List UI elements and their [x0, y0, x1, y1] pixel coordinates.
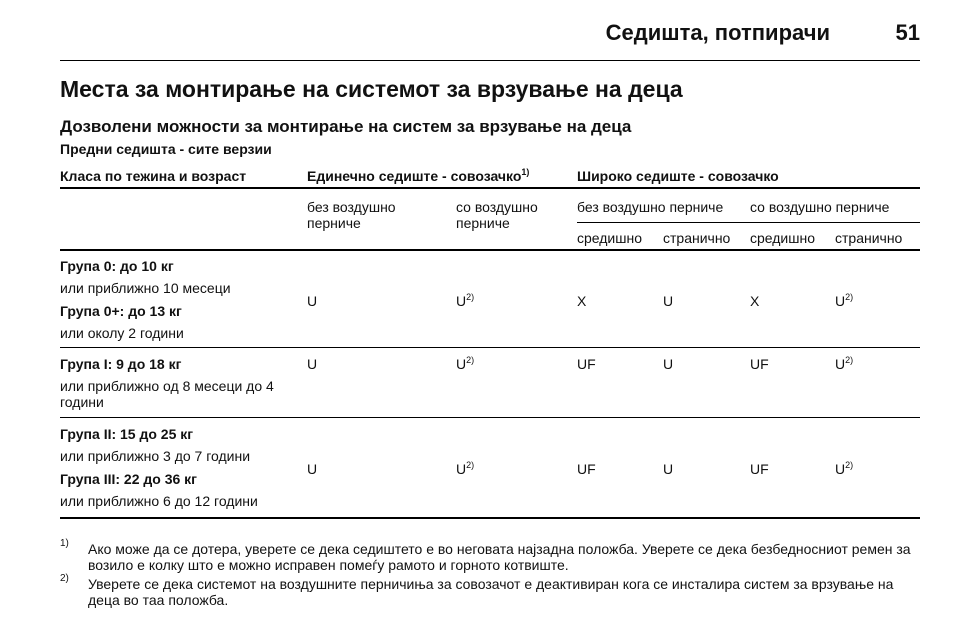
- col-header-class: Класа по тежина и возраст: [60, 168, 247, 184]
- footnote-text: Ако може да се дотера, уверете се дека седиштето е во неговата најзадна положба. Уверете се дека безбедносниот ремен за возило е колку што е можно исправен помеѓу рамото и горното котвиште.: [88, 541, 911, 573]
- table-cell: U: [307, 293, 318, 309]
- row-desc: или приближно од 8 месеци до 4 години: [60, 378, 274, 410]
- position-middle-2: средишно: [750, 230, 816, 246]
- table-cell: $U^{2)}$: [456, 355, 475, 372]
- row-desc: или приближно 3 до 7 години: [60, 448, 251, 464]
- table-cell: U: [307, 461, 318, 477]
- row-label: Група III: 22 до 36 кг: [60, 471, 197, 487]
- footnote-number: 1): [60, 538, 69, 549]
- table-cell: UF: [577, 461, 596, 477]
- position-side-2: странично: [835, 230, 903, 246]
- subheader-without-airbag: без воздушно перниче: [307, 199, 396, 231]
- table-cell: UF: [750, 356, 769, 372]
- row-desc: или приближно 6 до 12 години: [60, 493, 258, 509]
- header-title: Седишта, потпирачи: [605, 20, 830, 45]
- table-rule: [60, 249, 920, 251]
- subheader-wide-with-airbag: со воздушно перниче: [750, 199, 890, 215]
- col-header-single: Единечно седиште - совозачко$^{1)}$: [307, 167, 530, 184]
- subheader-with-airbag: со воздушно перниче: [456, 199, 538, 231]
- table-rule: [60, 517, 920, 519]
- sub-title: Дозволени можности за монтирање на систем за врзување на деца: [60, 117, 632, 136]
- table-cell: $U^{2)}$: [456, 292, 475, 309]
- table-rule: [60, 187, 920, 189]
- table-cell: $U^{2)}$: [835, 355, 854, 372]
- position-side-1: странично: [663, 230, 731, 246]
- table-cell: UF: [577, 356, 596, 372]
- row-label: Група 0+: до 13 кг: [60, 303, 182, 319]
- footnote-text: Уверете се дека системот на воздушните перничиња за совозачот е деактивиран кога се инсталира систем за врзување на деца во таа положба.: [88, 576, 894, 608]
- table-rule: [60, 417, 920, 418]
- row-label: Група I: 9 до 18 кг: [60, 356, 182, 372]
- page-header: [60, 20, 920, 52]
- page-number: 51: [895, 20, 920, 45]
- table-rule: [60, 347, 920, 348]
- table-cell: X: [577, 293, 587, 309]
- col-header-wide: Широко седиште - совозачко: [577, 168, 779, 184]
- main-title: Места за монтирање на системот за врзување на деца: [60, 76, 683, 102]
- table-cell: $U^{2)}$: [456, 460, 475, 477]
- table-cell: U: [663, 293, 674, 309]
- table-cell: $U^{2)}$: [835, 460, 854, 477]
- row-desc: или околу 2 години: [60, 325, 184, 341]
- row-desc: или приближно 10 месеци: [60, 280, 231, 296]
- table-cell: U: [663, 461, 674, 477]
- footnote-number: 2): [60, 573, 69, 584]
- subheader-rule: [577, 222, 920, 223]
- section-title: Предни седишта - сите верзии: [60, 141, 272, 157]
- row-label: Група 0: до 10 кг: [60, 258, 174, 274]
- row-label: Група II: 15 до 25 кг: [60, 426, 194, 442]
- table-cell: X: [750, 293, 760, 309]
- table-cell: U: [663, 356, 674, 372]
- table-cell: $U^{2)}$: [835, 292, 854, 309]
- table-cell: UF: [750, 461, 769, 477]
- position-middle-1: средишно: [577, 230, 643, 246]
- header-rule: [60, 60, 920, 61]
- table-cell: U: [307, 356, 318, 372]
- subheader-wide-without-airbag: без воздушно перниче: [577, 199, 724, 215]
